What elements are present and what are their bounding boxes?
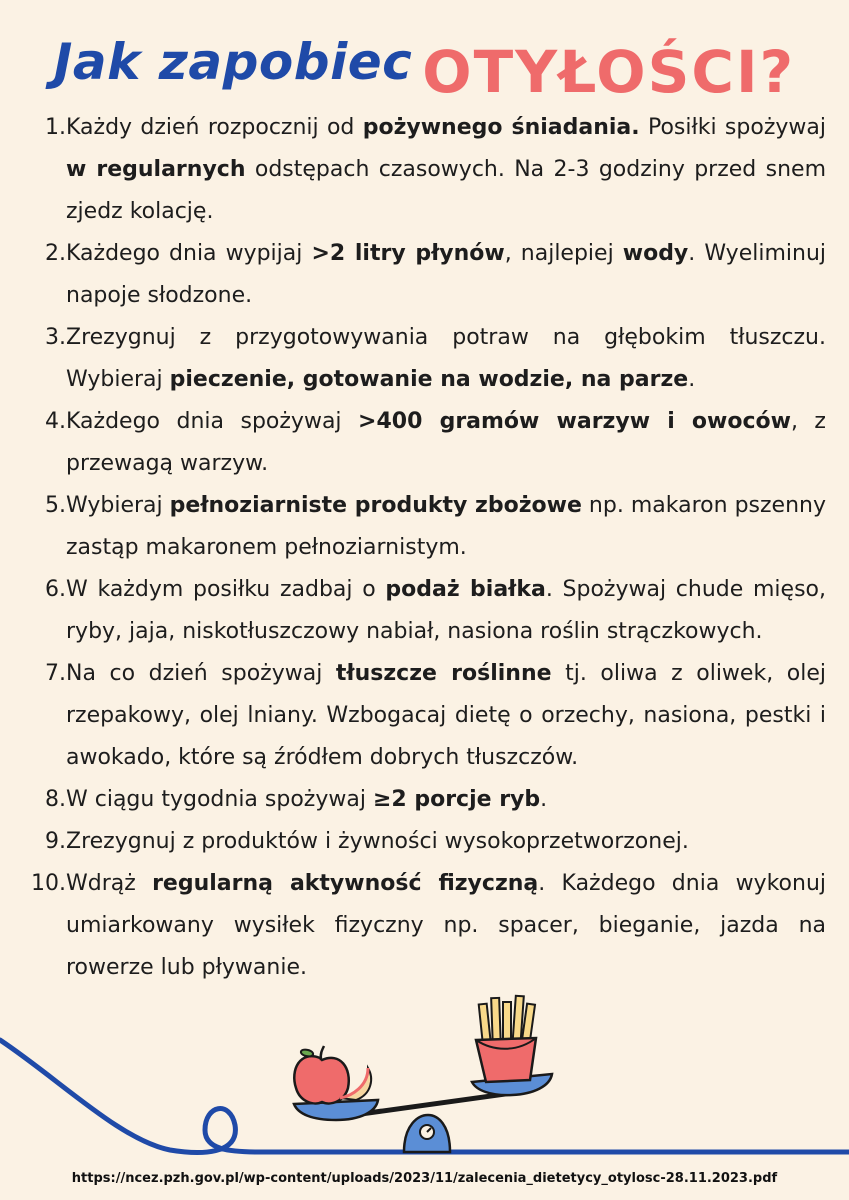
tip-text-bold: pożywnego śniadania. xyxy=(362,115,640,140)
tip-number: 10. xyxy=(31,871,66,896)
tip-number: 1. xyxy=(45,115,66,140)
tip-text: , najlepiej xyxy=(504,241,623,266)
tip-text: Wybieraj xyxy=(66,493,170,518)
tip-number: 8. xyxy=(45,787,66,812)
tip-text-bold: ≥2 porcje ryb xyxy=(372,787,541,812)
tip-text-bold: >2 litry płynów xyxy=(311,241,505,266)
tip-number: 9. xyxy=(45,829,66,854)
tip-text-bold: pieczenie, gotowanie na wodzie, na parze xyxy=(169,367,689,392)
tip-number: 4. xyxy=(45,409,66,434)
tip-text: , z przewagą warzyw. xyxy=(66,409,826,476)
tip-text-bold: tłuszcze roślinne xyxy=(335,661,552,686)
tip-number: 2. xyxy=(45,241,66,266)
tip-text: W każdym posiłku zadbaj o xyxy=(66,577,386,602)
tip-text: odstępach czasowych. Na 2-3 godziny przed snem zjedz kolację. xyxy=(66,157,826,224)
tip-text: Zrezygnuj z przygotowywania potraw na głębokim tłuszczu. Wybieraj xyxy=(66,325,826,392)
tip-text: Posiłki spożywaj xyxy=(639,115,826,140)
tip-text: Zrezygnuj z produktów i żywności wysokoprzetworzonej. xyxy=(66,829,689,854)
french-fries-icon xyxy=(476,996,536,1082)
tip-text-bold: podaż białka xyxy=(385,577,546,602)
tip-text: W ciągu tygodnia spożywaj xyxy=(66,787,373,812)
tip-text: Każdego dnia wypijaj xyxy=(66,241,312,266)
tip-text-bold: pełnoziarniste produkty zbożowe xyxy=(169,493,582,518)
tip-text: Wdrąż xyxy=(66,871,153,896)
title-part-1: Jak zapobiec xyxy=(53,33,413,91)
tip-number: 5. xyxy=(45,493,66,518)
tip-number: 7. xyxy=(45,661,66,686)
tip-text: . xyxy=(540,787,548,812)
tip-text: Każdy dzień rozpocznij od xyxy=(66,115,363,140)
tip-text-bold: regularną aktywność fizyczną xyxy=(152,871,539,896)
tip-text: . xyxy=(688,367,696,392)
tip-text-bold: w regularnych xyxy=(66,157,246,182)
tip-text: Na co dzień spożywaj xyxy=(66,661,336,686)
tip-number: 6. xyxy=(45,577,66,602)
source-url[interactable]: https://ncez.pzh.gov.pl/wp-content/uploads/2023/11/zalecenia_dietetycy_otylosc-28.11.2023.pdf xyxy=(71,1171,778,1186)
tip-text: Każdego dnia spożywaj xyxy=(66,409,359,434)
tip-text: . Każdego dnia wykonuj umiarkowany wysiłek fizyczny np. spacer, bieganie, jazda na rowerze lub pływanie. xyxy=(66,871,826,980)
tip-text: . Wyeliminuj napoje słodzone. xyxy=(66,241,827,308)
tip-number: 3. xyxy=(45,325,66,350)
tip-text-bold: wody xyxy=(622,241,689,266)
tip-text: tj. oliwa z oliwek, olej rzepakowy, olej lniany. Wzbogacaj dietę o orzechy, nasiona, pestki i awokado, które są źródłem dobrych tłuszczów. xyxy=(66,661,826,770)
tip-text: np. makaron pszenny zastąp makaronem pełnoziarnistym. xyxy=(66,493,826,560)
title-part-2: OTYŁOŚCI? xyxy=(422,38,796,106)
tip-text-bold: >400 gramów warzyw i owoców xyxy=(358,409,791,434)
tip-text: . Spożywaj chude mięso, ryby, jaja, niskotłuszczowy nabiał, nasiona roślin strączkowych. xyxy=(66,577,826,644)
apple-icon xyxy=(294,1046,371,1103)
